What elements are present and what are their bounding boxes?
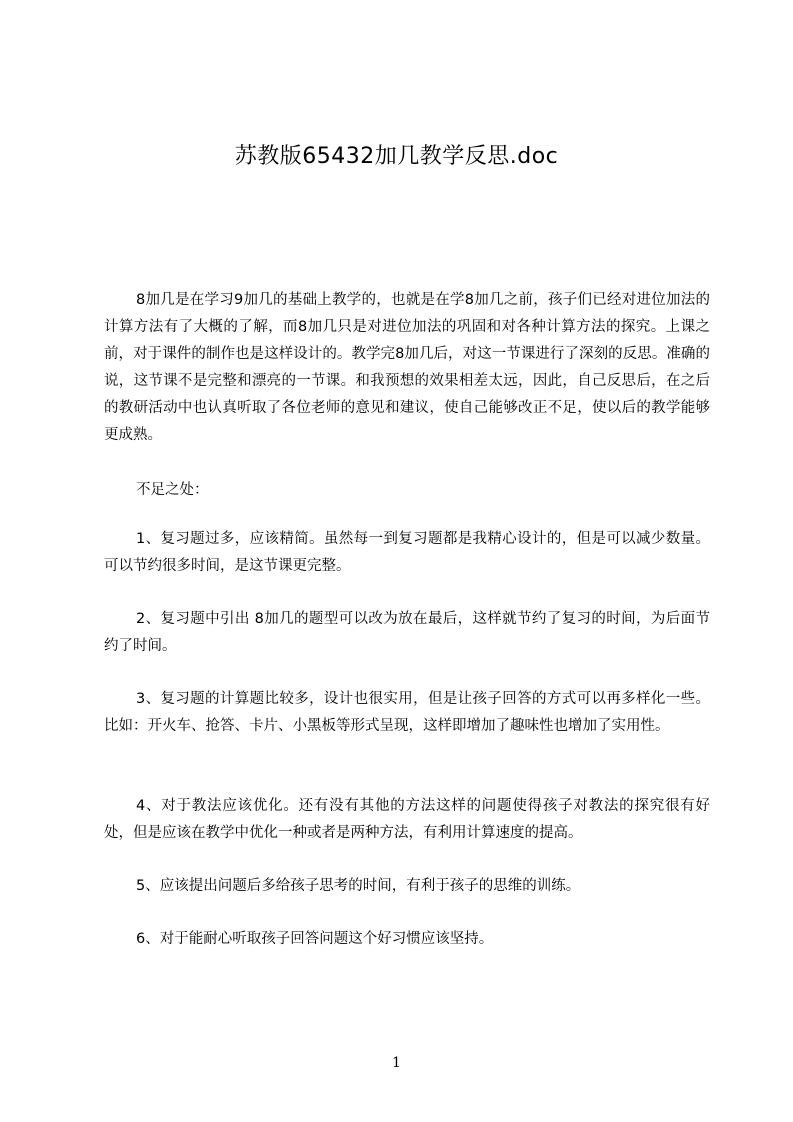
list-item-5: 5、应该提出问题后多给孩子思考的时间，有利于孩子的思维的训练。 (136, 878, 581, 894)
list-item-1: 1、复习题过多，应该精简。虽然每一到复习题都是我精心设计的，但是可以减少数量。可以节约很多时间，是这节课更完整。 (104, 531, 710, 574)
page-title: 苏教版65432加几教学反思.doc (234, 144, 559, 169)
list-item-6: 6、对于能耐心听取孩子回答问题这个好习惯应该坚持。 (136, 931, 494, 947)
section-heading: 不足之处： (136, 482, 209, 498)
list-item-2: 2、复习题中引出 8加几的题型可以改为放在最后，这样就节约了复习的时间，为后面节约了时间。 (104, 611, 710, 654)
list-item-3: 3、复习题的计算题比较多，设计也很实用，但是让孩子回答的方式可以再多样化一些。比如：开火车、抢答、卡片、小黑板等形式呈现，这样即增加了趣味性也增加了实用性。 (104, 691, 710, 734)
page-number: 1 (392, 1055, 401, 1071)
intro-paragraph: 8加几是在学习9加几的基础上教学的，也就是在学8加几之前，孩子们已经对进位加法的计算方法有了大概的了解，而8加几只是对进位加法的巩固和对各种计算方法的探究。上课之前，对于课件的制作也是这样设计的。教学完8加几后，对这一节课进行了深刻的反思。准确的说，这节课不是完整和漂亮的一节课。和我预想的效果相差太远，因此，自己反思后，在之后的教研活动中也认真听取了各位老师的意见和建议，使自己能够改正不足，使以后的教学能够更成熟。 (104, 292, 710, 443)
list-item-4: 4、对于教法应该优化。还有没有其他的方法这样的问题使得孩子对教法的探究很有好处，但是应该在教学中优化一种或者是两种方法，有利用计算速度的提高。 (104, 798, 710, 841)
